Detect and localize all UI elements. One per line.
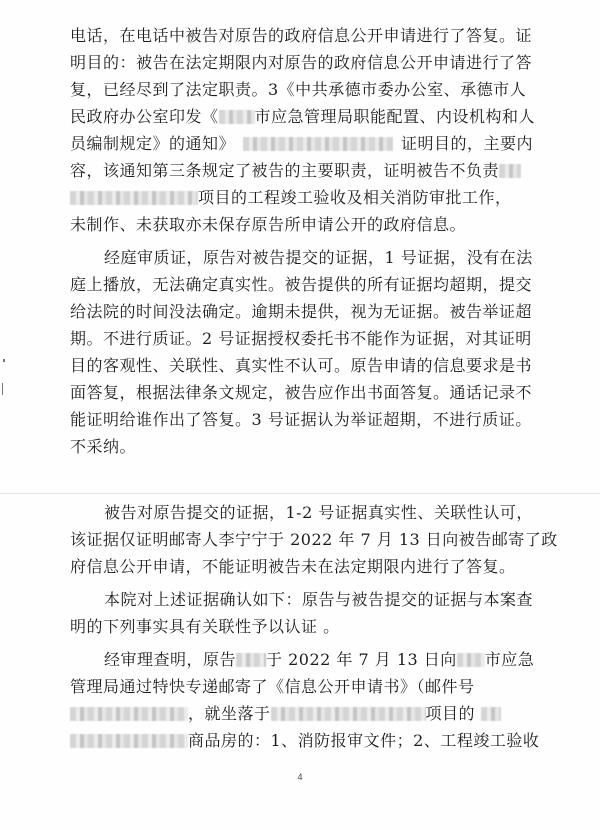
text-segment: 明的下列事实具有关联性予以认证 。 [70, 617, 340, 636]
text-segment: 给法院的时间没法确定。逾期未提供，视为无证据。被告举证超 [70, 302, 533, 321]
text-line [0, 275, 600, 295]
redacted-block [457, 653, 485, 667]
text-segment: 市应急管理局职能配置、内设机构和人 [254, 107, 536, 126]
scan-fold-line [0, 493, 600, 494]
text-segment: 面答复，根据法律条文规定，被告应作出书面答复。通话记录不 [70, 383, 533, 402]
text-line [0, 356, 600, 376]
redacted-block [499, 164, 521, 178]
text-line [0, 590, 600, 610]
text-line [0, 26, 600, 46]
text-segment: 府信息公开申请，不能证明被告未在法定期限内进行了答复。 [70, 557, 516, 576]
text-line [0, 161, 600, 181]
text-line [0, 302, 600, 322]
text-line [0, 437, 600, 457]
page-number: 4 [297, 772, 303, 782]
text-segment: 项目的工程竣工验收及相关消防审批工作， [198, 188, 512, 207]
text-segment: 经审理查明，原告 [104, 650, 237, 669]
redacted-block [481, 707, 501, 721]
redacted-block [243, 137, 393, 151]
text-segment: 本院对上述证据确认如下：原告与被告提交的证据与本案查 [104, 590, 534, 609]
text-line [0, 650, 600, 670]
text-line [0, 503, 600, 523]
text-line [0, 617, 600, 637]
text-line [0, 248, 600, 268]
redacted-block [219, 110, 255, 124]
text-line [0, 107, 600, 127]
text-segment: 能证明给谁作出了答复。3 号证据认为举证超期，不进行质证。 [70, 410, 532, 429]
text-line [0, 188, 600, 208]
text-segment: 电话，在电话中被告对原告的政府信息公开申请进行了答复。证 [70, 26, 533, 45]
text-line [0, 329, 600, 349]
text-line [0, 383, 600, 403]
text-segment: 目的客观性、关联性、真实性不认可。原告申请的信息要求是书 [70, 356, 533, 375]
text-segment: 期。不进行质证。2 号证据授权委托书不能作为证据，对其证明 [70, 329, 532, 348]
text-segment: 商品房的：1、消防报审文件；2、工程竣工验收 [188, 731, 540, 750]
redacted-block [236, 653, 266, 667]
text-segment: 容，该通知第三条规定了被告的主要职责，证明被告不负责 [70, 161, 500, 180]
redacted-block [271, 707, 426, 721]
text-segment: 庭上播放，无法确定真实性。被告提供的所有证据均超期，提交 [70, 275, 533, 294]
text-segment: 民政府办公室印发《 [70, 107, 219, 126]
text-segment: 项目的 [425, 704, 476, 723]
text-line [0, 557, 600, 577]
redacted-block [70, 707, 188, 721]
redacted-block [70, 191, 198, 205]
text-segment: 复，已经尽到了法定职责。3《中共承德市委办公室、承德市人 [70, 80, 527, 99]
text-line [0, 80, 600, 100]
text-segment: 员编制规定》的通知》 [70, 134, 236, 153]
text-segment: 被告对原告提交的证据，1-2 号证据真实性、关联性认可， [104, 503, 533, 522]
text-line [0, 215, 600, 235]
text-line [0, 677, 600, 697]
text-segment: 证明目的，主要内 [401, 134, 534, 153]
text-segment: 经庭审质证，原告对被告提交的证据，1 号证据，没有在法 [104, 248, 533, 267]
text-line [0, 53, 600, 73]
text-line [0, 731, 600, 751]
text-segment: ，就坐落于 [188, 704, 271, 723]
text-segment: 该证据仅证明邮寄人李宁宁于 2022 年 7 月 13 日向被告邮寄了政 [70, 530, 558, 549]
text-segment: 未制作、未获取亦未保存原告所申请公开的政府信息。 [70, 215, 467, 234]
text-segment: 管理局通过特快专递邮寄了《信息公开申请书》（邮件号 [70, 677, 475, 696]
text-segment: 不采纳。 [70, 437, 137, 456]
text-line [0, 410, 600, 430]
text-line [0, 530, 600, 550]
text-line [0, 704, 600, 724]
text-segment: 市应急 [484, 650, 535, 669]
redacted-block [70, 734, 188, 748]
text-segment: 明目的：被告在法定期限内对原告的政府信息公开申请进行了答 [70, 53, 533, 72]
text-line [0, 134, 600, 154]
text-segment: 于 2022 年 7 月 13 日向 [266, 650, 457, 669]
